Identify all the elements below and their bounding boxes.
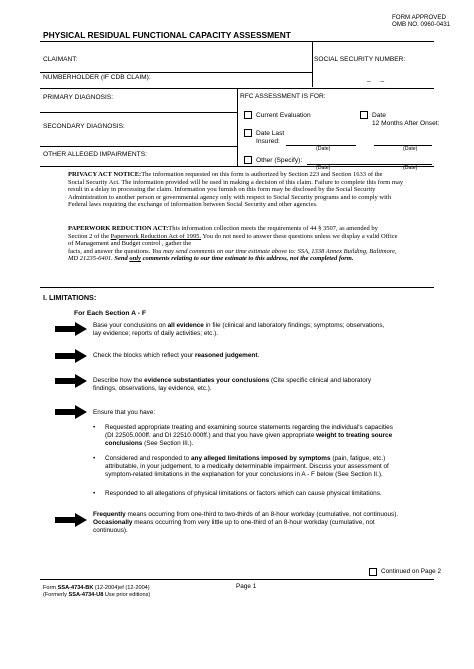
primary-diagnosis-label: PRIMARY DIAGNOSIS: — [43, 94, 114, 101]
current-evaluation-label: Current Evaluation — [256, 112, 311, 119]
privacy-notice — [68, 171, 440, 209]
grid-divider-rfc — [237, 88, 238, 166]
paperwork-line-3: of Management and Budget control , gather the — [68, 240, 192, 248]
date-last-insured-label: Date Last — [256, 130, 285, 137]
grid-top-line — [40, 41, 434, 42]
date-caption-2: (Date) — [403, 146, 418, 152]
other-impairments-label: OTHER ALLEGED IMPAIRMENTS: — [43, 151, 147, 158]
privacy-heading: PRIVACY ACT NOTICE: — [68, 171, 142, 178]
frequently-term: Frequently — [93, 511, 126, 518]
page-number: Page 1 — [236, 583, 257, 590]
insured-label: Insured: — [256, 138, 280, 145]
bullet-1: Requested appropriate treating and examining source statements regarding the individual's capacities (DI 22505.000ff. and DI 22510.000ff.) and that you have given appropriate weight to treating source conclusions (See Section III.). — [105, 424, 393, 447]
occasionally-term: Occasionally — [93, 519, 133, 526]
grid-line-5 — [40, 166, 434, 167]
paperwork-heading: PAPERWORK REDUCTION ACT: — [68, 225, 169, 232]
arrow-icon — [55, 405, 87, 419]
current-evaluation-checkbox[interactable] — [244, 111, 252, 119]
other-specify-label: Other (Specify): — [256, 157, 303, 164]
claimant-label: CLAIMANT: — [43, 56, 78, 63]
grid-divider-ssn — [312, 41, 313, 87]
continued-label: Continued on Page 2 — [381, 568, 442, 575]
bullet-icon: • — [93, 455, 96, 462]
privacy-line-3: result in a delay in processing the claim. Information you furnish on this form may be disclosed by the Social Security — [68, 186, 376, 194]
ssn-label: SOCIAL SECURITY NUMBER: — [314, 56, 406, 63]
instruction-1: Base your conclusions on all evidence in file (clinical and laboratory findings; symptoms; observations, lay evidence; reports of daily activities; etc.). — [93, 322, 385, 337]
privacy-line-5: Federal laws requiring the exchange of information between Social Security and other agencies. — [68, 201, 318, 209]
paperwork-line-2: Section 2 of the Paperwork Reduction Act of 1995. You do not need to answer these questions unless we display a valid Office — [68, 232, 398, 240]
date-caption-4: (Date) — [403, 165, 418, 171]
paperwork-notice — [68, 225, 448, 263]
date-caption-3: (Date) — [316, 165, 331, 171]
bullet-3: Responded to all allegations of physical limitations or factors which can cause physical limitations. — [105, 490, 382, 497]
date-last-insured-checkbox[interactable] — [244, 129, 252, 137]
bullet-icon: • — [93, 424, 96, 431]
form-id: Form SSA-4734-BK (12-2004)ef (12-2004) — [43, 585, 150, 591]
instruction-4: Ensure that you have: — [93, 409, 156, 416]
omb-number: OMB NO. 0960-0431 — [392, 21, 451, 28]
arrow-icon — [55, 322, 87, 336]
paperwork-act-link: Paperwork Reduction Act of 1995. — [110, 232, 202, 240]
months-after-onset-field[interactable] — [374, 137, 432, 145]
section-divider — [40, 287, 434, 288]
date-label: Date — [372, 112, 386, 119]
secondary-diagnosis-field[interactable] — [44, 132, 234, 144]
grid-line-4 — [40, 146, 237, 147]
footer-line — [40, 579, 434, 580]
paperwork-line-5: MD 21235-6401. Send only comments relating to our time estimate to this address, not the completed form. — [68, 255, 354, 263]
instruction-3: Describe how the evidence substantiates your conclusions (Cite specific clinical and laboratory findings, observations, lay evidence, etc.). — [93, 377, 372, 392]
other-impairments-field[interactable] — [44, 159, 234, 165]
bullet-icon: • — [93, 490, 96, 497]
ssn-mask: – – — [367, 78, 389, 85]
bullet-2: Considered and responded to any alleged limitations imposed by symptoms (pain, fatigue, etc.) attributable, in your judgement, to a medically determinable impairment. Discuss your assessment of symptom-related limitations in the explanation for your conclusions in A - F below (See Section II.). — [105, 455, 389, 478]
privacy-line-2: Social Security Act. The information provided will be used in making a decision of this claim. Failure to complete this form may — [68, 178, 404, 186]
paperwork-line-1: PAPERWORK REDUCTION ACT:This information collection meets the requirements of 44 § 3507, as amended by — [68, 225, 378, 232]
date-12-months-checkbox[interactable] — [360, 111, 368, 119]
rfc-heading: RFC ASSESSMENT IS FOR: — [240, 93, 326, 100]
numberholder-label: NUMBERHOLDER (IF CDB CLAIM): — [43, 74, 151, 81]
page-title: PHYSICAL RESIDUAL FUNCTIONAL CAPACITY ASSESSMENT — [43, 30, 291, 40]
other-specify-checkbox[interactable] — [244, 156, 252, 164]
grid-line-3 — [40, 112, 237, 113]
for-each-section-label: For Each Section A - F — [74, 310, 147, 317]
arrow-icon — [55, 374, 87, 388]
months-after-onset-label: 12 Months After Onset: — [372, 120, 440, 127]
continued-checkbox[interactable] — [369, 568, 377, 576]
paperwork-line-4: facts, and answer the questions. You may send comments on our time estimate above to: SSA, 1338 Annex Building, Baltimore, — [68, 247, 397, 255]
other-specify-field[interactable] — [307, 156, 432, 164]
date-caption-1: (Date) — [316, 146, 331, 152]
arrow-icon — [55, 349, 87, 363]
date-last-insured-field[interactable] — [286, 137, 356, 145]
formerly-id: (Formerly SSA-4734-U8 Use prior editions) — [43, 592, 151, 598]
privacy-line-4: Administration to another person or governmental agency only with respect to Social Security programs and to comply with — [68, 193, 391, 201]
instruction-2: Check the blocks which reflect your reasoned judgement. — [93, 352, 260, 359]
primary-diagnosis-field[interactable] — [44, 103, 234, 111]
limitations-heading: I. LIMITATIONS: — [43, 293, 97, 302]
definitions: Frequently means occurring from one-third to two-thirds of an 8-hour workday (cumulative, not continuous). Occasionally means occurring from very little up to one-third of an 8-hour workday (cumulative, not continuous). — [93, 511, 399, 534]
arrow-icon — [55, 513, 87, 527]
form-approved-label: FORM APPROVED — [392, 14, 446, 21]
privacy-line-1: PRIVACY ACT NOTICE:The information requested on this form is authorized by Section 223 and Section 1633 of the — [68, 171, 383, 178]
grid-line-claimant — [40, 72, 312, 73]
secondary-diagnosis-label: SECONDARY DIAGNOSIS: — [43, 123, 125, 130]
